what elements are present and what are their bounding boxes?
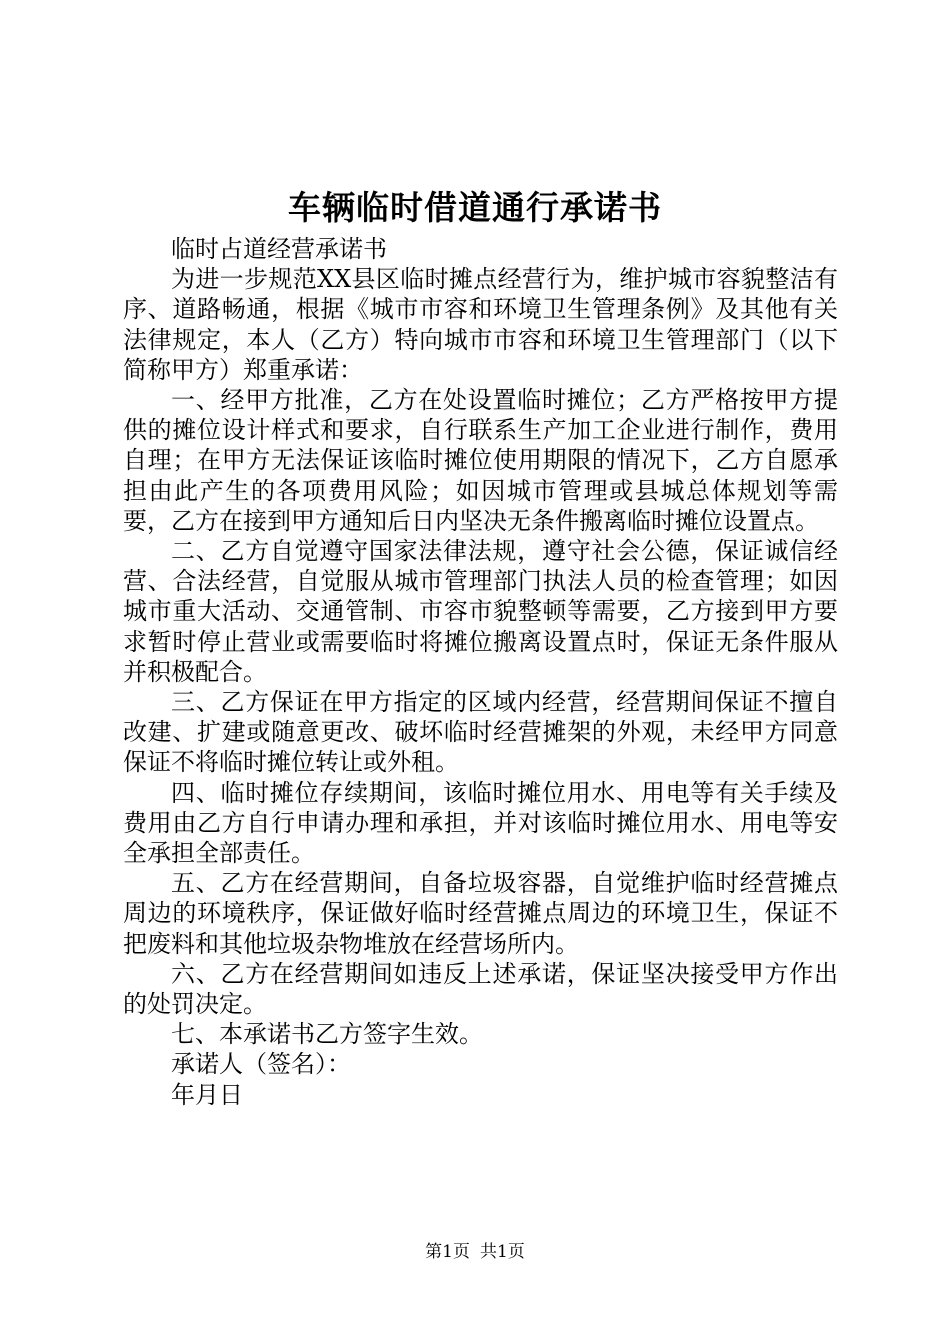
page-footer [0,1240,950,1264]
paragraph-clause-3: 三、乙方保证在甲方指定的区域内经营，经营期间保证不擅自改建、扩建或随意更改、破坏临时经营摊架的外观，未经甲方同意保证不将临时摊位转让或外租。 [123,688,838,777]
paragraph-clause-4: 四、临时摊位存续期间，该临时摊位用水、用电等有关手续及费用由乙方自行申请办理和承担，并对该临时摊位用水、用电等安全承担全部责任。 [123,778,838,868]
date-line: 年月日 [171,1080,243,1109]
paragraph-clause-2: 二、乙方自觉遵守国家法律法规，遵守社会公德，保证诚信经营、合法经营，自觉服从城市管理部门执法人员的检查管理；如因城市重大活动、交通管制、市容市貌整顿等需要，乙方接到甲方要求暂时停止营业或需要临时将摊位搬离设置点时，保证无条件服从并积极配合。 [123,537,838,686]
page-number: 第1页 [425,1242,470,1262]
paragraph-intro: 为进一步规范XX县区临时摊点经营行为，维护城市容貌整洁有序、道路畅通，根据《城市市容和环境卫生管理条例》及其他有关法律规定，本人（乙方）特向城市市容和环境卫生管理部门（以下简称甲方）郑重承诺： [123,265,838,384]
paragraph-clause-1: 一、经甲方批准，乙方在处设置临时摊位；乙方严格按甲方提供的摊位设计样式和要求，自行联系生产加工企业进行制作，费用自理；在甲方无法保证该临时摊位使用期限的情况下，乙方自愿承担由此产生的各项费用风险；如因城市管理或县城总体规划等需要，乙方在接到甲方通知后日内坚决无条件搬离临时摊位设置点。 [123,386,838,535]
signature-line: 承诺人（签名）： [171,1050,351,1079]
paragraph-subtitle: 临时占道经营承诺书 [171,235,387,263]
paragraph-clause-7: 七、本承诺书乙方签字生效。 [171,1020,483,1049]
document-body [123,234,838,1110]
page-total: 共1页 [480,1242,525,1262]
paragraph-clause-6: 六、乙方在经营期间如违反上述承诺，保证坚决接受甲方作出的处罚决定。 [123,959,838,1019]
paragraph-clause-5: 五、乙方在经营期间，自备垃圾容器，自觉维护临时经营摊点周边的环境秩序，保证做好临时经营摊点周边的环境卫生，保证不把废料和其他垃圾杂物堆放在经营场所内。 [123,869,838,958]
document-title: 车辆临时借道通行承诺书 [288,188,662,227]
